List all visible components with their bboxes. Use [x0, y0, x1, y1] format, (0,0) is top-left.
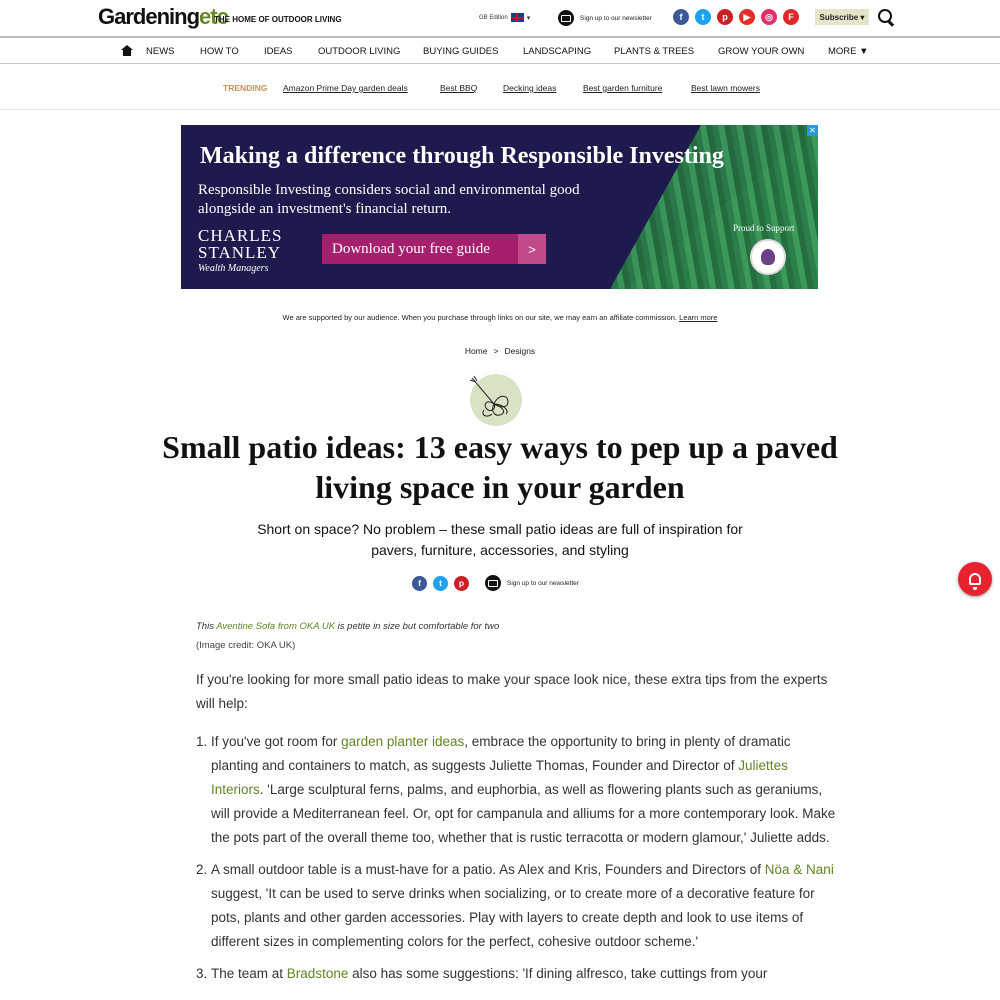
list-item: 2. A small outdoor table is a must-have for a patio. As Alex and Kris, Founders and Directors of Nöa & Nani suggest, 'It can be used to serve drinks when socializing, or to create more of a decorative feature for pots, plants and other garden accessories. Play with layers to create depth and look to use items of different sizes in complementing colors for the perfect, cohesive outdoor scheme.': [196, 862, 834, 949]
image-caption: This Aventine Sofa from OKA UK is petite in size but comfortable for two: [196, 621, 500, 632]
newsletter-label: Sign up to our newsletter: [580, 14, 652, 22]
nav-item-ideas[interactable]: IDEAS: [264, 46, 293, 57]
chevron-right-icon: >: [518, 234, 546, 264]
site-header: [0, 0, 1000, 36]
ad-cta-label: Download your free guide: [332, 240, 490, 257]
flipboard-icon[interactable]: F: [783, 9, 799, 25]
list-item: 3. The team at Bradstone also has some suggestions: 'If dining alfresco, take cuttings from your: [196, 966, 768, 981]
trending-label: TRENDING: [223, 83, 268, 93]
garden-planter-ideas-link[interactable]: garden planter ideas: [341, 734, 465, 749]
nav-item-how-to[interactable]: HOW TO: [200, 46, 239, 57]
caption-product-link[interactable]: Aventine Sofa from OKA UK: [216, 621, 336, 632]
edition-label: GB Edition: [479, 14, 508, 21]
share-newsletter-link[interactable]: [485, 575, 579, 591]
nav-item-buying-guides[interactable]: BUYING GUIDES: [423, 46, 499, 57]
trending-link[interactable]: Best garden furniture: [583, 83, 663, 93]
juliettes-interiors-link[interactable]: Juliettes Interiors: [211, 758, 788, 797]
nav-item-plants-trees[interactable]: PLANTS & TREES: [614, 46, 695, 57]
site-tagline: THE HOME OF OUTDOOR LIVING: [214, 15, 342, 24]
main-nav: [0, 36, 1000, 64]
pinterest-icon[interactable]: p: [717, 9, 733, 25]
facebook-share-icon[interactable]: f: [412, 576, 427, 591]
youtube-icon[interactable]: ▶: [739, 9, 755, 25]
twitter-share-icon[interactable]: t: [433, 576, 448, 591]
subscribe-button[interactable]: Subscribe ▾: [815, 9, 869, 25]
advertisement-banner[interactable]: [181, 125, 818, 289]
ad-close-icon[interactable]: ✕: [807, 125, 818, 136]
bradstone-link[interactable]: Bradstone: [286, 966, 349, 981]
breadcrumb-home[interactable]: Home: [464, 346, 488, 356]
mail-icon: [485, 575, 501, 591]
ad-body: Responsible Investing considers social and environmental good alongside an investment's financial return.: [198, 182, 580, 217]
bell-icon: [969, 573, 981, 585]
nav-item-grow-your-own[interactable]: GROW YOUR OWN: [718, 46, 805, 57]
social-links: [673, 9, 799, 25]
search-icon[interactable]: [878, 9, 896, 27]
ad-brand-logo: CHARLES STANLEY Wealth Managers: [198, 226, 283, 274]
nav-item-outdoor-living[interactable]: OUTDOOR LIVING: [318, 46, 401, 57]
chevron-down-icon: ▾: [526, 14, 531, 22]
share-newsletter-label: Sign up to our newsletter: [507, 579, 579, 587]
instagram-icon[interactable]: ◎: [761, 9, 777, 25]
ad-title: Making a difference through Responsible Investing: [200, 143, 724, 169]
trending-link[interactable]: Decking ideas: [503, 83, 557, 93]
breadcrumb: [0, 346, 1000, 356]
article-headline: Small patio ideas: 13 easy ways to pep up a paved living space in your garden: [162, 429, 838, 505]
edition-selector[interactable]: [479, 13, 530, 22]
list-item: 1. If you've got room for garden planter ideas, embrace the opportunity to bring in plenty of dramatic planting and containers to match, as suggests Juliette Thomas, Founder and Director of Juliettes Interiors. 'Large sculptural ferns, palms, and euphorbia, as well as flowering plants such as geraniums, will provide a Mediterranean feel. Or, opt for campanula and alliums for a more contemporary look. Make the pots part of the overall theme too, whether that is rustic terracotta or modern glamour,' Juliette adds.: [196, 734, 836, 845]
pinterest-share-icon[interactable]: p: [454, 576, 469, 591]
ad-download-button[interactable]: [322, 234, 546, 264]
notification-bell-button[interactable]: [958, 562, 992, 596]
trending-bar: [0, 64, 1000, 110]
noa-nani-link[interactable]: Nöa & Nani: [764, 862, 834, 877]
learn-more-link[interactable]: Learn more: [679, 313, 718, 322]
uk-flag-icon: [511, 13, 524, 22]
designs-section-badge: [468, 372, 524, 426]
breadcrumb-designs[interactable]: Designs: [504, 346, 536, 356]
site-logo[interactable]: Gardeningetc: [98, 4, 228, 29]
breadcrumb-separator: >: [493, 346, 499, 356]
newsletter-signup-link[interactable]: [558, 10, 652, 26]
charity-seal-icon: [750, 239, 786, 275]
flower-icon: [468, 372, 524, 426]
nav-item-news[interactable]: NEWS: [146, 46, 175, 57]
nav-item-more[interactable]: MORE ▼: [828, 46, 869, 57]
trending-link[interactable]: Best lawn mowers: [691, 83, 760, 93]
twitter-icon[interactable]: t: [695, 9, 711, 25]
affiliate-disclosure: We are supported by our audience. When you purchase through links on our site, we may earn an affiliate commission. Learn more: [282, 313, 718, 322]
trending-link[interactable]: Best BBQ: [440, 83, 478, 93]
facebook-icon[interactable]: f: [673, 9, 689, 25]
trending-link[interactable]: Amazon Prime Day garden deals: [283, 83, 408, 93]
image-credit: (Image credit: OKA UK): [196, 640, 296, 651]
mail-icon: [558, 10, 574, 26]
nav-item-landscaping[interactable]: LANDSCAPING: [523, 46, 592, 57]
ad-proud-to-support: Proud to Support: [733, 223, 795, 233]
home-icon[interactable]: [121, 45, 133, 56]
share-row: [412, 575, 579, 591]
article-intro: If you're looking for more small patio ideas to make your space look nice, these extra tips from the experts will help:: [196, 672, 828, 711]
article-standfirst: Short on space? No problem – these small patio ideas are full of inspiration for pavers, furniture, accessories, and styling: [257, 521, 743, 558]
tips-list: [196, 730, 836, 994]
